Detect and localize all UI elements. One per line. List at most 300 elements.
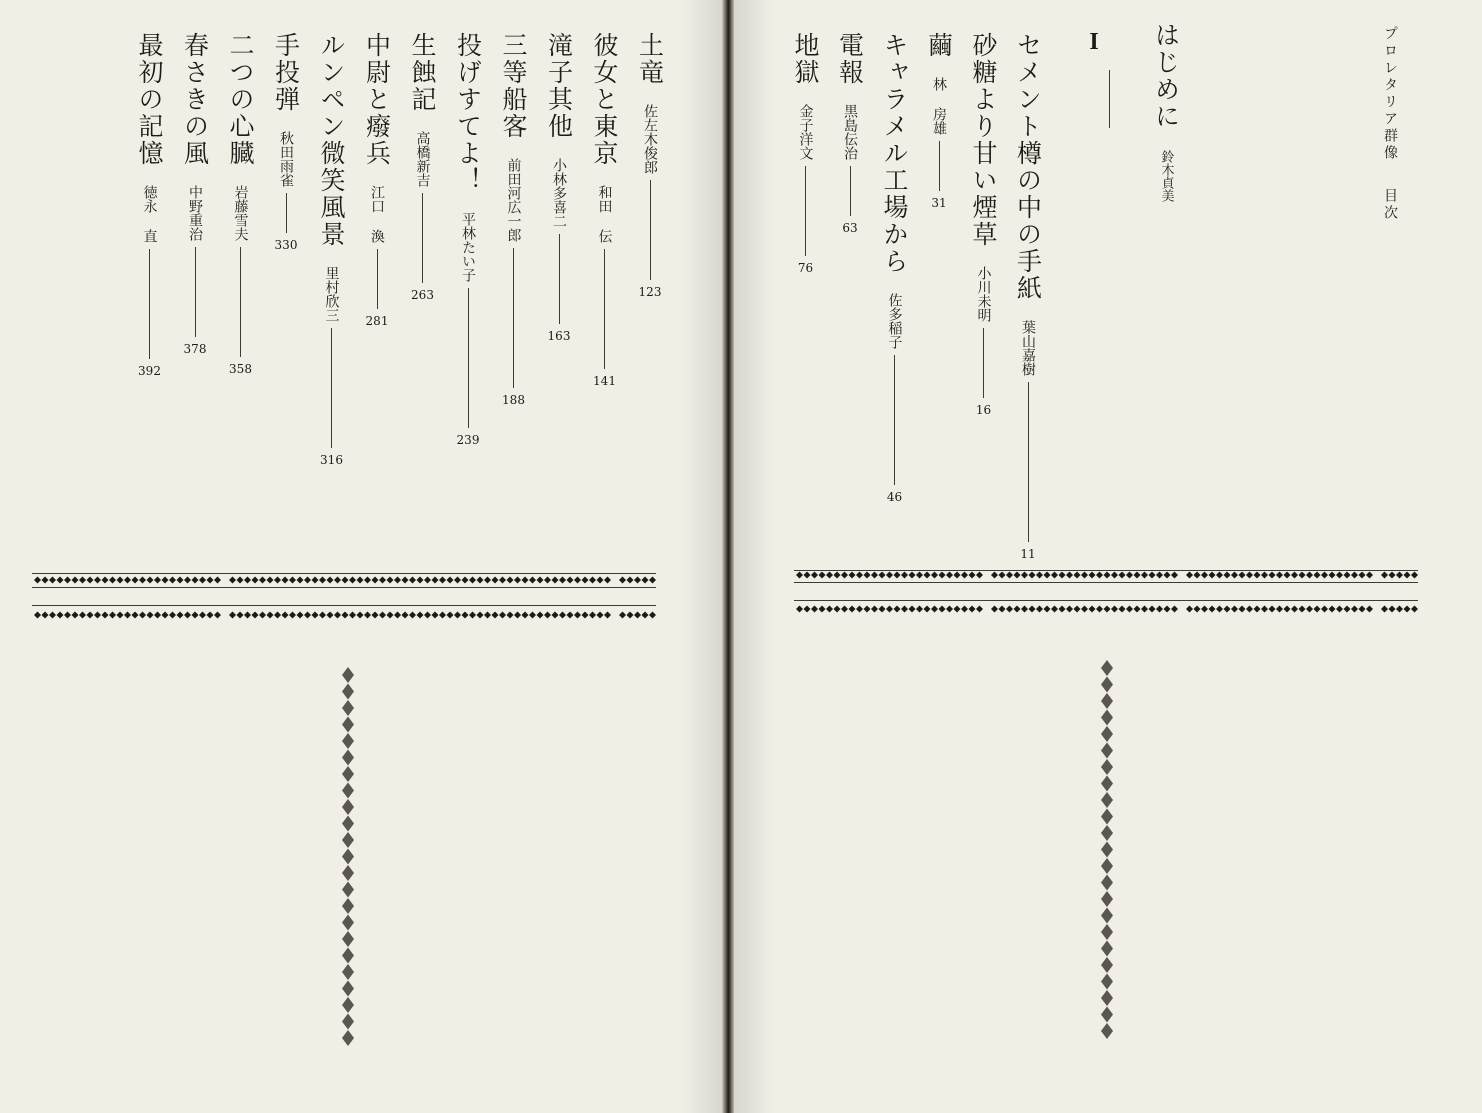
entry-title: 最初の記憶 [135, 32, 164, 167]
diamond-ornament [1101, 858, 1113, 874]
diamond-ornament [1194, 572, 1201, 579]
diamond-ornament [147, 577, 154, 584]
diamond-ornament [507, 577, 514, 584]
diamond-ornament [1201, 606, 1208, 613]
diamond-ornament [1101, 875, 1113, 891]
page-number: 330 [274, 238, 298, 252]
diamond-ornament [342, 964, 354, 980]
diamond-ornament [79, 577, 86, 584]
diamond-ornament [871, 606, 878, 613]
entry-author: 中野重治 [187, 185, 203, 241]
diamond-ornament [819, 606, 826, 613]
page-number: 46 [886, 490, 903, 504]
leader-line [513, 248, 514, 388]
diamond-ornament [1066, 606, 1073, 613]
toc-entry-intro[interactable] [1148, 22, 1184, 202]
diamond-ornament [999, 606, 1006, 613]
diamond-ornament [871, 572, 878, 579]
diamond-ornament [1351, 572, 1358, 579]
diamond-ornament [1101, 924, 1113, 940]
diamond-ornament [619, 577, 626, 584]
diamond-ornament [342, 684, 354, 700]
diamond-ornament [169, 612, 176, 619]
toc-entry[interactable] [314, 32, 350, 466]
diamond-ornament [342, 766, 354, 782]
diamond-ornament [1101, 891, 1113, 907]
diamond-ornament [469, 577, 476, 584]
diamond-ornament [184, 577, 191, 584]
diamond-ornament [1171, 572, 1178, 579]
diamond-ornament [1096, 606, 1103, 613]
diamond-ornament [1036, 572, 1043, 579]
diamond-ornament [1081, 606, 1088, 613]
diamond-ornament [34, 577, 41, 584]
diamond-ornament [274, 612, 281, 619]
diamond-ornament [642, 577, 649, 584]
ornament-diamond-row [794, 571, 1418, 579]
diamond-ornament [529, 577, 536, 584]
diamond-ornament [304, 577, 311, 584]
diamond-ornament [1321, 572, 1328, 579]
diamond-ornament [1156, 606, 1163, 613]
diamond-ornament [1344, 572, 1351, 579]
diamond-ornament [1014, 572, 1021, 579]
diamond-ornament [387, 612, 394, 619]
toc-entry[interactable] [541, 32, 577, 342]
diamond-ornament [477, 612, 484, 619]
diamond-ornament [537, 612, 544, 619]
diamond-ornament [349, 612, 356, 619]
diamond-ornament [379, 612, 386, 619]
diamond-ornament [1254, 606, 1261, 613]
diamond-ornament [372, 577, 379, 584]
diamond-ornament [819, 572, 826, 579]
diamond-ornament [342, 931, 354, 947]
diamond-ornament [856, 572, 863, 579]
diamond-ornament [826, 572, 833, 579]
diamond-ornament [432, 577, 439, 584]
leader-line [149, 249, 150, 359]
diamond-ornament [1381, 572, 1388, 579]
ornament-diamond-row [32, 576, 656, 584]
diamond-ornament [901, 606, 908, 613]
toc-entry[interactable] [632, 32, 668, 298]
page-number: 76 [797, 261, 814, 275]
diamond-ornament [1119, 606, 1126, 613]
diamond-ornament [574, 577, 581, 584]
diamond-ornament [1171, 606, 1178, 613]
diamond-ornament [424, 612, 431, 619]
diamond-ornament [1066, 572, 1073, 579]
diamond-ornament [1186, 572, 1193, 579]
diamond-ornament [124, 577, 131, 584]
diamond-ornament [1306, 606, 1313, 613]
diamond-ornament [1074, 606, 1081, 613]
diamond-ornament [939, 606, 946, 613]
entry-title: 土竜 [635, 32, 665, 86]
diamond-ornament [1411, 606, 1418, 613]
diamond-ornament [961, 572, 968, 579]
entry-author: 平林たい子 [460, 212, 476, 282]
diamond-ornament [1344, 606, 1351, 613]
diamond-ornament [1329, 572, 1336, 579]
diamond-ornament [342, 832, 354, 848]
toc-label: 目次 [1382, 188, 1398, 222]
diamond-ornament [1239, 606, 1246, 613]
entry-title: 三等船客 [499, 32, 528, 140]
diamond-ornament [1246, 606, 1253, 613]
diamond-ornament [1014, 606, 1021, 613]
diamond-ornament [849, 572, 856, 579]
leader-line [195, 247, 196, 337]
diamond-ornament [559, 577, 566, 584]
diamond-ornament [1141, 606, 1148, 613]
diamond-ornament [1006, 606, 1013, 613]
book-gutter [722, 0, 734, 1113]
diamond-ornament [252, 612, 259, 619]
entry-title: 二つの心臓 [226, 32, 255, 167]
diamond-ornament [939, 572, 946, 579]
diamond-ornament [342, 577, 349, 584]
leader-line [422, 193, 423, 283]
diamond-ornament [1239, 572, 1246, 579]
diamond-ornament [394, 577, 401, 584]
toc-entry[interactable] [223, 32, 259, 375]
diamond-ornament [139, 612, 146, 619]
diamond-ornament [312, 612, 319, 619]
diamond-ornament [582, 577, 589, 584]
toc-entry[interactable] [359, 32, 395, 327]
diamond-ornament [1209, 572, 1216, 579]
entry-title: キャラメル工場から [880, 32, 909, 275]
diamond-ornament [42, 612, 49, 619]
diamond-ornament [522, 577, 529, 584]
diamond-ornament [229, 612, 236, 619]
diamond-ornament [634, 577, 641, 584]
diamond-ornament [147, 612, 154, 619]
diamond-ornament [796, 572, 803, 579]
diamond-ornament [1224, 606, 1231, 613]
diamond-ornament [1396, 606, 1403, 613]
diamond-ornament [342, 981, 354, 997]
diamond-ornament [604, 577, 611, 584]
diamond-ornament [394, 612, 401, 619]
diamond-ornament [1104, 606, 1111, 613]
diamond-ornament [259, 612, 266, 619]
diamond-ornament [327, 577, 334, 584]
diamond-ornament [916, 572, 923, 579]
diamond-ornament [1389, 606, 1396, 613]
diamond-ornament [342, 700, 354, 716]
diamond-ornament [1104, 572, 1111, 579]
diamond-ornament [1044, 606, 1051, 613]
diamond-ornament [1359, 606, 1366, 613]
diamond-ornament [894, 572, 901, 579]
diamond-ornament [1021, 572, 1028, 579]
diamond-ornament [297, 577, 304, 584]
diamond-ornament [1059, 572, 1066, 579]
leader-line [377, 249, 378, 309]
diamond-ornament [909, 572, 916, 579]
diamond-ornament [379, 577, 386, 584]
diamond-ornament [514, 612, 521, 619]
diamond-ornament [1029, 606, 1036, 613]
diamond-ornament [811, 606, 818, 613]
toc-entry[interactable] [177, 32, 213, 355]
diamond-ornament [1101, 759, 1113, 775]
diamond-ornament [886, 606, 893, 613]
diamond-ornament [1186, 606, 1193, 613]
diamond-ornament [1119, 572, 1126, 579]
diamond-ornament [1156, 572, 1163, 579]
diamond-ornament [154, 612, 161, 619]
divider-line [32, 587, 656, 588]
diamond-ornament [1359, 572, 1366, 579]
toc-entry[interactable] [268, 32, 304, 251]
diamond-ornament [462, 577, 469, 584]
diamond-ornament [57, 612, 64, 619]
diamond-ornament [439, 577, 446, 584]
diamond-ornament [342, 882, 354, 898]
diamond-ornament [642, 612, 649, 619]
diamond-ornament [1101, 974, 1113, 990]
entry-title: 手投弾 [271, 32, 301, 113]
diamond-ornament [1149, 606, 1156, 613]
diamond-ornament [364, 577, 371, 584]
diamond-ornament [342, 1030, 354, 1046]
diamond-ornament [177, 612, 184, 619]
diamond-ornament [42, 577, 49, 584]
diamond-ornament [627, 612, 634, 619]
toc-entry[interactable] [587, 32, 623, 387]
diamond-ornament [454, 577, 461, 584]
diamond-ornament [1269, 572, 1276, 579]
entry-title: ルンペン微笑風景 [317, 32, 346, 248]
diamond-ornament [1291, 572, 1298, 579]
toc-entry[interactable] [921, 32, 957, 209]
diamond-ornament [439, 612, 446, 619]
diamond-ornament [544, 612, 551, 619]
diamond-ornament [1101, 660, 1113, 676]
diamond-ornament [804, 572, 811, 579]
toc-entry[interactable] [496, 32, 532, 406]
diamond-ornament [342, 750, 354, 766]
toc-entry[interactable] [966, 32, 1002, 416]
diamond-ornament [417, 612, 424, 619]
diamond-ornament [1291, 606, 1298, 613]
right-page [734, 0, 1482, 1113]
diamond-ornament [954, 572, 961, 579]
diamond-ornament [34, 612, 41, 619]
entry-author: 小川未明 [975, 266, 992, 322]
diamond-ornament [1101, 1023, 1113, 1039]
diamond-ornament [1101, 710, 1113, 726]
entry-title: 電報 [835, 32, 865, 86]
toc-entry[interactable] [788, 32, 824, 274]
diamond-ornament [1101, 677, 1113, 693]
diamond-ornament [946, 606, 953, 613]
diamond-ornament [1164, 572, 1171, 579]
diamond-ornament [207, 612, 214, 619]
diamond-ornament [199, 612, 206, 619]
diamond-ornament [856, 606, 863, 613]
page-number: 358 [229, 362, 252, 376]
toc-entry[interactable] [405, 32, 441, 301]
diamond-ornament [1284, 572, 1291, 579]
diamond-ornament [1336, 606, 1343, 613]
leader-line [331, 328, 332, 448]
diamond-ornament [192, 612, 199, 619]
diamond-ornament [901, 572, 908, 579]
diamond-ornament [1051, 572, 1058, 579]
diamond-ornament [999, 572, 1006, 579]
diamond-ornament [552, 612, 559, 619]
ornament-diamond-row [794, 605, 1418, 613]
diamond-ornament [252, 577, 259, 584]
diamond-ornament [1096, 572, 1103, 579]
entry-author: 佐多稲子 [886, 293, 903, 349]
diamond-ornament [342, 997, 354, 1013]
diamond-ornament [1201, 572, 1208, 579]
diamond-ornament [274, 577, 281, 584]
diamond-ornament [574, 612, 581, 619]
diamond-ornament [49, 612, 56, 619]
diamond-ornament [567, 577, 574, 584]
diamond-ornament [841, 606, 848, 613]
diamond-ornament [244, 612, 251, 619]
diamond-ornament [387, 577, 394, 584]
diamond-ornament [1126, 606, 1133, 613]
diamond-ornament [1081, 572, 1088, 579]
diamond-ornament [1101, 825, 1113, 841]
diamond-ornament [1051, 606, 1058, 613]
diamond-ornament [184, 612, 191, 619]
diamond-ornament [804, 606, 811, 613]
diamond-ornament [477, 577, 484, 584]
diamond-ornament [1036, 606, 1043, 613]
leader-line [604, 249, 605, 369]
diamond-ornament [1216, 572, 1223, 579]
page-number: 16 [975, 403, 992, 417]
entry-author: 小林多喜二 [551, 158, 567, 228]
diamond-ornament [1089, 606, 1096, 613]
diamond-ornament [342, 1014, 354, 1030]
entry-title: 地獄 [791, 32, 820, 86]
diamond-ornament [811, 572, 818, 579]
diamond-ornament [627, 577, 634, 584]
diamond-ornament [87, 577, 94, 584]
diamond-ornament [976, 572, 983, 579]
page-number: 141 [593, 374, 616, 388]
diamond-ornament [1134, 606, 1141, 613]
diamond-ornament [969, 572, 976, 579]
page-number: 123 [638, 285, 662, 299]
diamond-ornament [342, 612, 349, 619]
diamond-ornament [342, 849, 354, 865]
section-mark: I [1089, 29, 1099, 55]
diamond-ornament [492, 577, 499, 584]
diamond-ornament [849, 606, 856, 613]
diamond-ornament [864, 572, 871, 579]
page-number: 263 [411, 288, 434, 302]
diamond-ornament [49, 577, 56, 584]
diamond-ornament [1101, 776, 1113, 792]
diamond-ornament [72, 577, 79, 584]
diamond-ornament [529, 612, 536, 619]
toc-entry[interactable] [832, 32, 868, 234]
diamond-ornament [124, 612, 131, 619]
page-number: 378 [183, 342, 207, 356]
diamond-ornament [289, 612, 296, 619]
entry-title: 中尉と癈兵 [362, 32, 392, 167]
page-number: 316 [320, 453, 343, 467]
ornament-diamond-column [341, 667, 355, 1051]
diamond-ornament [492, 612, 499, 619]
diamond-ornament [1404, 572, 1411, 579]
diamond-ornament [1111, 572, 1118, 579]
diamond-ornament [834, 572, 841, 579]
diamond-ornament [969, 606, 976, 613]
diamond-ornament [364, 612, 371, 619]
ornament-diamond-column [1100, 660, 1114, 1050]
diamond-ornament [447, 612, 454, 619]
toc-entry[interactable] [1010, 32, 1046, 560]
diamond-ornament [1216, 606, 1223, 613]
page-number: 31 [931, 196, 947, 210]
divider-line [794, 600, 1418, 601]
diamond-ornament [619, 612, 626, 619]
diamond-ornament [1351, 606, 1358, 613]
diamond-ornament [1134, 572, 1141, 579]
diamond-ornament [589, 577, 596, 584]
entry-author: 高橋新吉 [414, 131, 431, 187]
diamond-ornament [1149, 572, 1156, 579]
leader-line [805, 166, 806, 256]
diamond-ornament [1074, 572, 1081, 579]
diamond-ornament [1194, 606, 1201, 613]
diamond-ornament [162, 612, 169, 619]
leader-line [850, 166, 851, 216]
entry-author: 佐左木俊郎 [642, 104, 658, 174]
diamond-ornament [1101, 941, 1113, 957]
toc-entry[interactable] [132, 32, 168, 377]
toc-entry[interactable] [450, 32, 486, 446]
diamond-ornament [864, 606, 871, 613]
diamond-ornament [372, 612, 379, 619]
diamond-ornament [454, 612, 461, 619]
diamond-ornament [1029, 572, 1036, 579]
entry-author: 前田河広一郎 [505, 158, 522, 242]
leader-line [894, 355, 895, 485]
diamond-ornament [597, 577, 604, 584]
toc-entry[interactable] [877, 32, 913, 503]
diamond-ornament [432, 612, 439, 619]
entry-title: セメント樽の中の手紙 [1013, 32, 1043, 302]
diamond-ornament [94, 612, 101, 619]
diamond-ornament [589, 612, 596, 619]
diamond-ornament [582, 612, 589, 619]
leader-line [468, 288, 469, 428]
leader-line [1028, 382, 1029, 542]
entry-title: 彼女と東京 [590, 32, 619, 167]
diamond-ornament [214, 577, 221, 584]
diamond-ornament [1111, 606, 1118, 613]
diamond-ornament [214, 612, 221, 619]
diamond-ornament [117, 577, 124, 584]
diamond-ornament [567, 612, 574, 619]
leader-line [650, 180, 651, 280]
diamond-ornament [1381, 606, 1388, 613]
